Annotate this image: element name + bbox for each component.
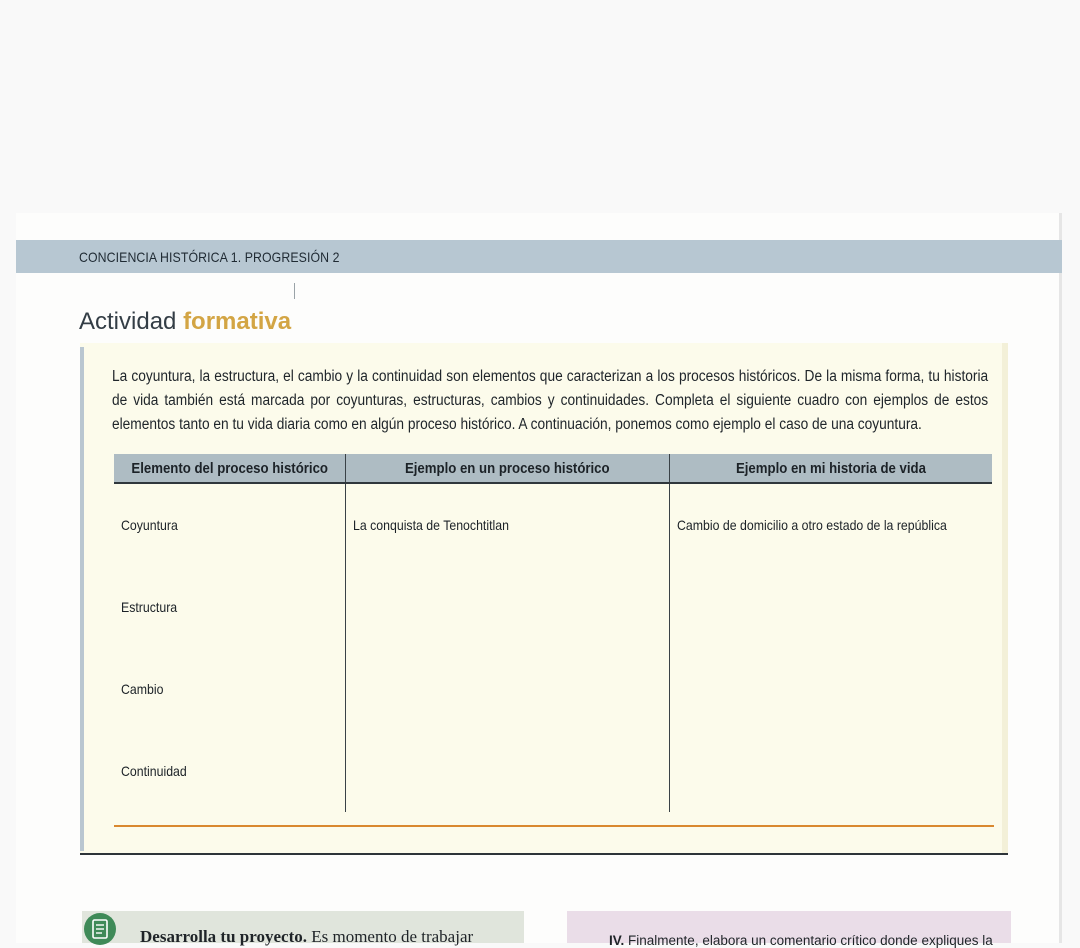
activity-instructions: La coyuntura, la estructura, el cambio y la continuidad son elementos que caracterizan a los procesos históricos. De la misma forma, tu historia de vida también está marcada por coyunturas, estructuras, cambios y continuidades. Completa el siguiente cuadro con ejemplos de estos elementos tanto en tu vida diaria como en algún proceso histórico. A continuación, ponemos como ejemplo el caso de una coyuntura.: [112, 368, 989, 433]
critical-comment-body: Finalmente, elabora un comentario crítico donde expliques la: [624, 933, 993, 948]
project-callout-text: [140, 927, 473, 947]
activity-title-word: Actividad: [79, 308, 177, 335]
column-header: Elemento del proceso histórico: [114, 454, 345, 483]
section-label: CONCIENCIA HISTÓRICA 1. PROGRESIÓN 2: [79, 248, 340, 265]
table-cell-personal[interactable]: Cambio de domicilio a otro estado de la república: [669, 483, 992, 566]
project-notebook-icon: [84, 913, 116, 945]
table-cell-historical[interactable]: La conquista de Tenochtitlan: [345, 483, 669, 566]
project-callout-heading: Desarrolla tu proyecto.: [140, 927, 307, 946]
section-header-band: [16, 240, 1062, 273]
table-cell-element: Estructura: [121, 599, 178, 615]
table-row: [114, 648, 992, 730]
table-cell-historical[interactable]: [345, 730, 669, 812]
critical-comment-text: [609, 933, 993, 948]
table-header-row: [114, 454, 992, 483]
table-cell-element: Continuidad: [121, 763, 187, 779]
textbook-page: [16, 213, 1062, 948]
table-cell-personal[interactable]: [669, 566, 992, 648]
activity-left-rule: [80, 347, 84, 851]
column-header: Ejemplo en un proceso histórico: [345, 454, 669, 483]
table-cell-personal[interactable]: [669, 648, 992, 730]
table-cell-historical[interactable]: [345, 648, 669, 730]
activity-right-edge: [1002, 343, 1008, 853]
table-cell-element: Cambio: [121, 681, 164, 697]
pencil-mark: [294, 283, 295, 299]
table-row: [114, 566, 992, 648]
project-callout-body: Es momento de trabajar: [306, 927, 474, 946]
table-cell-historical[interactable]: [345, 566, 669, 648]
table-row: [114, 483, 992, 566]
table-cell-element: Coyuntura: [121, 517, 178, 533]
activity-title: [79, 308, 291, 336]
table-row: [114, 730, 992, 812]
step-number: IV.: [609, 933, 625, 948]
activity-title-accent: formativa: [183, 308, 292, 335]
table-cell-personal[interactable]: [669, 730, 992, 812]
column-header: Ejemplo en mi historia de vida: [669, 454, 992, 483]
table-bottom-rule: [114, 825, 994, 827]
process-table: [114, 454, 992, 812]
activity-box: [80, 343, 1008, 855]
